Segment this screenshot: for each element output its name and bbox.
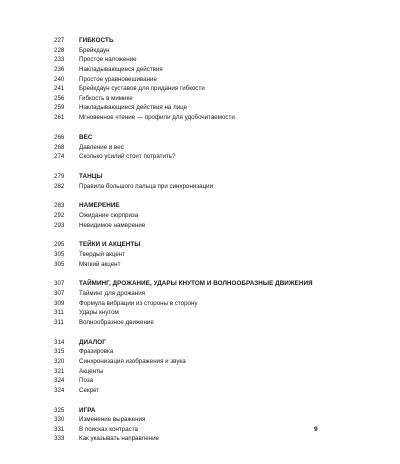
entry-title: Синхронизация изображения и звука bbox=[79, 357, 186, 365]
entry-page-number: 259 bbox=[54, 104, 65, 112]
entry-title: Брейкдаун суставов для придания гибкости bbox=[79, 85, 205, 93]
entry-page-number: 321 bbox=[54, 367, 65, 375]
entry-title: Простое наложение bbox=[79, 56, 137, 64]
toc-section bbox=[54, 172, 354, 191]
entry-title: Тайминг для дрожания bbox=[79, 289, 146, 297]
entry-page-number: 241 bbox=[54, 85, 65, 93]
entry-title: Ожидание сюрприза bbox=[79, 211, 139, 219]
entry-page-number: 315 bbox=[54, 348, 65, 356]
entry-title: В поисках контраста bbox=[79, 425, 138, 433]
toc-section-heading bbox=[54, 36, 354, 46]
heading-title: ИГРА bbox=[79, 406, 96, 414]
entry-page-number: 228 bbox=[54, 46, 65, 54]
entry-title: Брейкдаун bbox=[79, 46, 110, 54]
toc-section bbox=[54, 133, 354, 162]
heading-page-number: 227 bbox=[54, 37, 65, 44]
heading-page-number: 283 bbox=[54, 202, 65, 210]
toc-entry bbox=[54, 152, 354, 162]
toc-entry bbox=[54, 113, 354, 123]
heading-page-number: 295 bbox=[54, 241, 65, 249]
toc-entry bbox=[54, 250, 354, 260]
toc-entry bbox=[54, 299, 354, 309]
toc-entry bbox=[54, 103, 354, 113]
entry-title: Как указывать направление bbox=[79, 435, 159, 443]
entry-page-number: 324 bbox=[54, 386, 65, 394]
entry-title: Мгновенное чтение — профили для удобочитаемости bbox=[79, 114, 235, 122]
toc-entry bbox=[54, 143, 354, 153]
toc-entry bbox=[54, 367, 354, 377]
entry-page-number: 333 bbox=[54, 435, 65, 443]
entry-page-number: 309 bbox=[54, 299, 65, 307]
entry-page-number: 261 bbox=[54, 114, 65, 122]
toc-section-heading bbox=[54, 240, 354, 250]
toc-section-heading bbox=[54, 201, 354, 211]
heading-page-number: 325 bbox=[54, 406, 65, 414]
entry-title: Невидимое намерение bbox=[79, 221, 146, 229]
toc-entry bbox=[54, 182, 354, 192]
entry-title: Фразировка bbox=[79, 348, 114, 356]
entry-title: Простое уравновешивание bbox=[79, 75, 157, 83]
toc-section-heading bbox=[54, 279, 354, 289]
table-of-contents bbox=[54, 36, 354, 444]
entry-page-number: 236 bbox=[54, 65, 65, 73]
heading-page-number: 307 bbox=[54, 280, 65, 288]
entry-page-number: 305 bbox=[54, 250, 65, 258]
entry-page-number: 330 bbox=[54, 416, 65, 424]
entry-page-number: 233 bbox=[54, 56, 65, 64]
entry-page-number: 240 bbox=[54, 75, 65, 83]
entry-page-number: 311 bbox=[54, 309, 64, 317]
toc-entry bbox=[54, 318, 354, 328]
entry-page-number: 320 bbox=[54, 357, 65, 365]
heading-page-number: 314 bbox=[54, 338, 65, 346]
heading-page-number: 266 bbox=[54, 133, 65, 141]
page-number: 9 bbox=[314, 426, 318, 433]
toc-entry bbox=[54, 415, 354, 425]
heading-title: ВЕС bbox=[79, 133, 93, 141]
entry-title: Формула вибрации из стороны в сторону bbox=[79, 299, 198, 307]
heading-title: ТЕЙКИ И АКЦЕНТЫ bbox=[79, 241, 141, 249]
toc-section-heading bbox=[54, 133, 354, 143]
entry-title: Гибкость в мимике bbox=[79, 94, 133, 102]
entry-page-number: 307 bbox=[54, 289, 65, 297]
entry-page-number: 274 bbox=[54, 153, 65, 161]
toc-entry bbox=[54, 65, 354, 75]
toc-entry bbox=[54, 289, 354, 299]
entry-title: Секрет bbox=[79, 386, 100, 394]
toc-section bbox=[54, 240, 354, 269]
entry-page-number: 268 bbox=[54, 143, 65, 151]
entry-title: Мягкий акцент bbox=[79, 260, 121, 268]
entry-title: Правила большого пальца при синхронизации bbox=[79, 182, 214, 190]
heading-title: НАМЕРЕНИЕ bbox=[79, 202, 120, 210]
entry-title: Поза bbox=[79, 377, 94, 385]
heading-page-number: 279 bbox=[54, 172, 65, 180]
toc-section-heading bbox=[54, 172, 354, 182]
toc-entry bbox=[54, 211, 354, 221]
entry-title: Накладывающиеся действия bbox=[79, 65, 163, 73]
toc-entry bbox=[54, 75, 354, 85]
entry-page-number: 282 bbox=[54, 182, 65, 190]
toc-section bbox=[54, 36, 354, 123]
heading-title: ТАНЦЫ bbox=[79, 172, 103, 180]
entry-title: Сколько усилий стоит потратить? bbox=[79, 153, 176, 161]
toc-entry bbox=[54, 84, 354, 94]
entry-title: Изменение выражения bbox=[79, 416, 146, 424]
toc-entry bbox=[54, 46, 354, 56]
toc-entry bbox=[54, 347, 354, 357]
toc-section-heading bbox=[54, 338, 354, 348]
entry-title: Акценты bbox=[79, 367, 104, 375]
toc-entry bbox=[54, 221, 354, 231]
entry-page-number: 256 bbox=[54, 94, 65, 102]
toc-entry bbox=[54, 357, 354, 367]
toc-section bbox=[54, 201, 354, 230]
toc-section bbox=[54, 338, 354, 396]
toc-entry bbox=[54, 94, 354, 104]
entry-page-number: 324 bbox=[54, 377, 65, 385]
toc-section bbox=[54, 279, 354, 327]
entry-title: Удары кнутом bbox=[79, 309, 119, 317]
toc-entry bbox=[54, 425, 354, 435]
toc-section-heading bbox=[54, 406, 354, 416]
heading-title: ГИБКОСТЬ bbox=[79, 37, 114, 44]
entry-title: Давление и вес bbox=[79, 143, 124, 151]
entry-title: Волнообразное движение bbox=[79, 318, 154, 326]
toc-entry bbox=[54, 55, 354, 65]
toc-entry bbox=[54, 434, 354, 444]
entry-title: Твердый акцент bbox=[79, 250, 126, 258]
toc-entry bbox=[54, 376, 354, 386]
entry-title: Накладывающиеся действия на лице bbox=[79, 104, 188, 112]
entry-page-number: 305 bbox=[54, 260, 65, 268]
entry-page-number: 331 bbox=[54, 425, 65, 433]
heading-title: ТАЙМИНГ, ДРОЖАНИЕ, УДАРЫ КНУТОМ И ВОЛНООБРАЗНЫЕ ДВИЖЕНИЯ bbox=[79, 280, 313, 288]
heading-title: ДИАЛОГ bbox=[79, 338, 106, 346]
toc-entry bbox=[54, 308, 354, 318]
entry-page-number: 311 bbox=[54, 318, 64, 326]
entry-page-number: 293 bbox=[54, 221, 65, 229]
toc-entry bbox=[54, 260, 354, 270]
toc-entry bbox=[54, 386, 354, 396]
entry-page-number: 292 bbox=[54, 211, 65, 219]
toc-section bbox=[54, 406, 354, 445]
